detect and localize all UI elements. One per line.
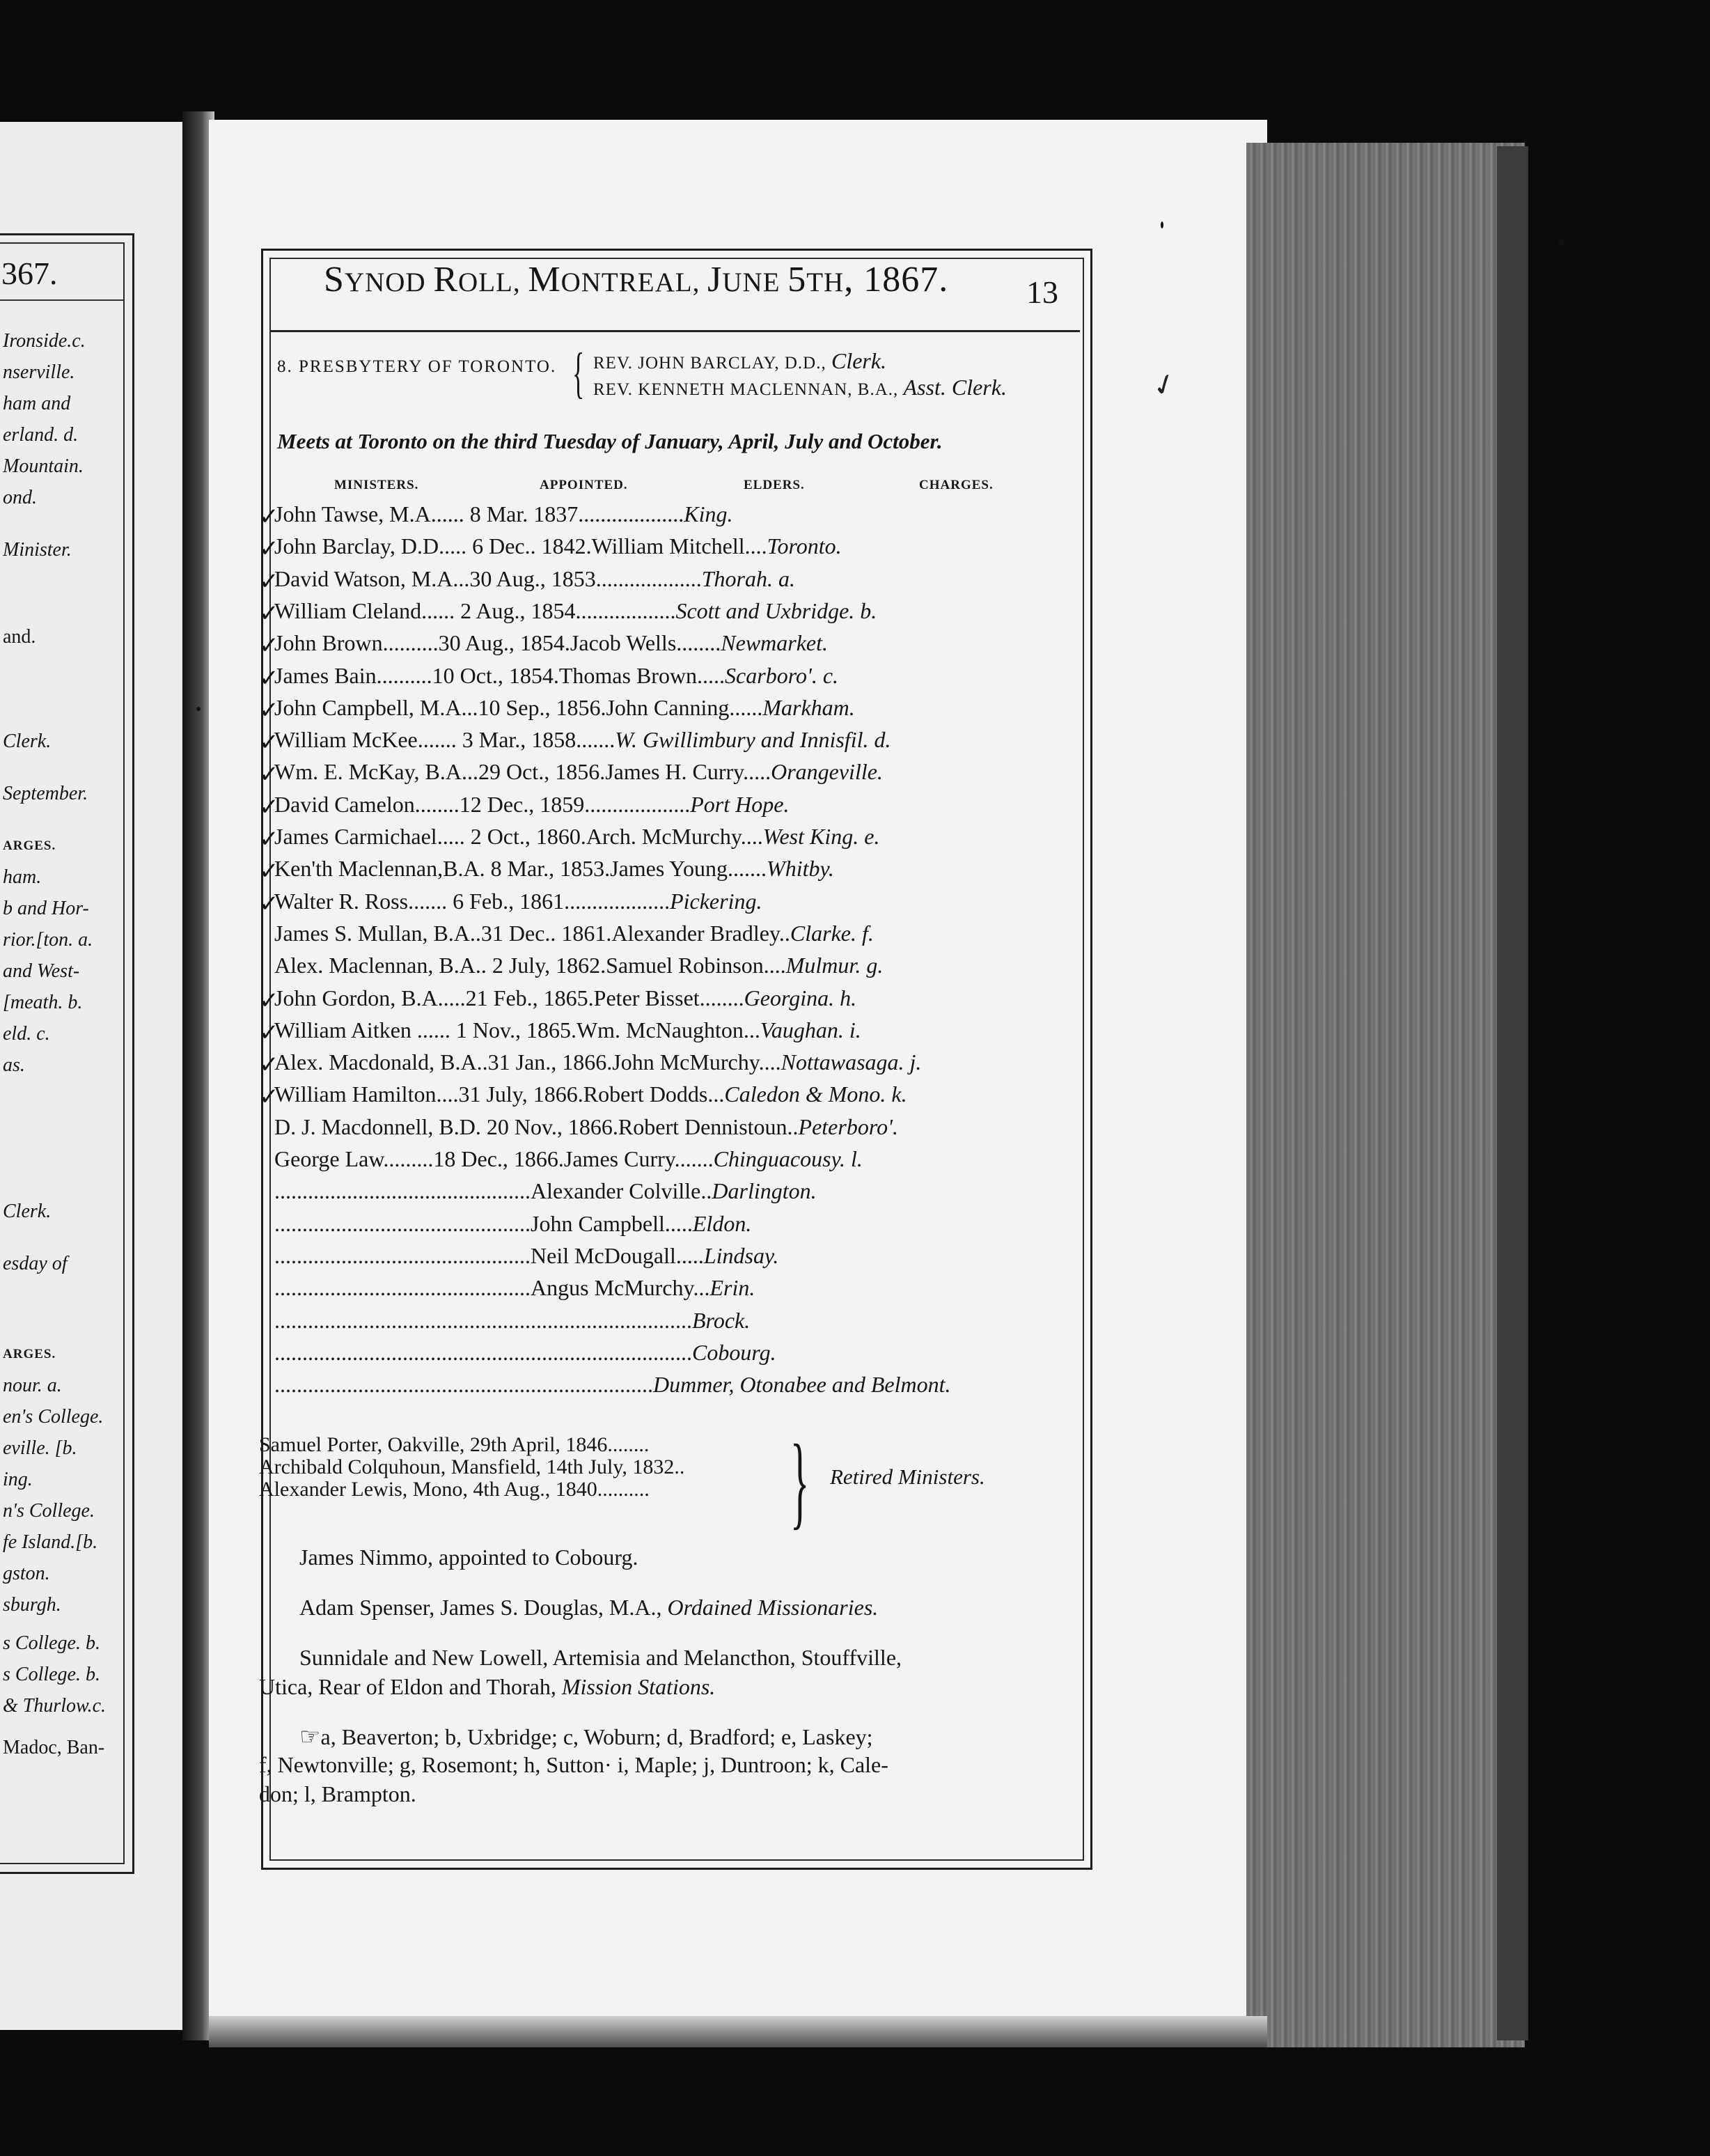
minister-appointed-elder: James S. Mullan, B.A..31 Dec.. 1861.Alexander Bradley.. <box>274 920 790 946</box>
charge-name: Pickering. <box>670 888 762 914</box>
check-mark-icon: ✓ <box>259 1052 279 1079</box>
running-title <box>324 259 948 300</box>
roll-row <box>259 727 1095 756</box>
minister-appointed-elder: .................................................................... <box>274 1372 653 1398</box>
title-part: OLL, <box>458 267 528 297</box>
roll-entry <box>274 1243 778 1269</box>
page-edges-shadow <box>1497 146 1528 2040</box>
minister-appointed-elder: ..............................................John Campbell..... <box>274 1210 693 1236</box>
roll-row <box>259 921 1095 950</box>
check-mark-icon: ✓ <box>259 600 279 627</box>
key-line <box>299 1723 873 1751</box>
minister-appointed-elder: ........................................................................... <box>274 1307 692 1333</box>
minister-appointed-elder: Ken'th Maclennan,B.A. 8 Mar., 1853.James Young....... <box>274 856 767 882</box>
roll-entry <box>274 1081 907 1107</box>
roll-entry <box>274 985 856 1011</box>
stations-label: Mission Stations. <box>561 1674 716 1699</box>
previous-page-snippet: fe Island.[b. <box>3 1531 98 1553</box>
column-header-elders: ELDERS. <box>744 478 805 492</box>
previous-page-snippet: nour. a. <box>3 1375 62 1396</box>
stations-line: Sunnidale and New Lowell, Artemisia and Melancthon, Stouffville, <box>299 1645 902 1670</box>
minister-appointed-elder: James Carmichael..... 2 Oct., 1860.Arch. McMurchy.... <box>274 824 763 849</box>
charge-name: Dummer, Otonabee and Belmont. <box>653 1372 951 1398</box>
previous-page-snippet: nserville. <box>3 361 75 383</box>
previous-page-snippet: [meath. b. <box>3 992 83 1013</box>
roll-row <box>259 985 1095 1015</box>
previous-page-snippet: n's College. <box>3 1500 95 1522</box>
title-part: , 1867. <box>844 260 949 299</box>
previous-page-snippet: and West- <box>3 960 80 982</box>
charge-name: Erin. <box>709 1275 755 1301</box>
retired-minister-line: Archibald Colquhoun, Mansfield, 14th July, 1832.. <box>259 1455 685 1478</box>
retired-label: Retired Ministers. <box>830 1464 985 1489</box>
charge-name: Vaughan. i. <box>760 1017 861 1042</box>
pencil-tick-mark: ✓ <box>1147 366 1182 405</box>
column-header-appointed: APPOINTED. <box>540 478 628 492</box>
minister-appointed-elder: ..............................................Angus McMurchy... <box>274 1275 710 1301</box>
check-mark-icon: ✓ <box>259 504 279 530</box>
roll-entry <box>274 921 874 946</box>
scan-speck <box>1161 221 1163 228</box>
previous-page-snippet: as. <box>3 1054 25 1076</box>
previous-page-header: 367. <box>1 256 58 291</box>
presbytery-name: 8. PRESBYTERY OF TORONTO. <box>277 357 557 376</box>
previous-page-snippet: Minister. <box>3 539 72 561</box>
title-part: J <box>707 260 723 299</box>
previous-page-snippet: erland. d. <box>3 424 79 446</box>
roll-entry <box>274 1017 861 1043</box>
title-part: 5 <box>787 260 807 299</box>
minister-appointed-elder: William Cleland...... 2 Aug., 1854.................. <box>274 597 676 623</box>
previous-page-snippet: ARGES. <box>3 1347 56 1361</box>
check-mark-icon: ✓ <box>259 891 279 917</box>
roll-row <box>259 1372 1095 1401</box>
charge-name: Markham. <box>762 694 855 720</box>
roll-entry <box>274 533 842 559</box>
minister-appointed-elder: ........................................................................... <box>274 1339 692 1365</box>
minister-appointed-elder: Wm. E. McKay, B.A...29 Oct., 1856.James H. Curry..... <box>274 759 771 785</box>
minister-appointed-elder: William Hamilton....31 July, 1866.Robert Dodds... <box>274 1081 725 1107</box>
roll-row <box>259 953 1095 982</box>
previous-page-snippet: Clerk. <box>3 731 52 752</box>
previous-page-snippet: s College. b. <box>3 1664 100 1685</box>
roll-row <box>259 501 1095 531</box>
charge-name: Scarboro'. c. <box>725 662 839 688</box>
title-part: S <box>324 260 345 299</box>
roll-entry <box>274 953 883 978</box>
roll-entry <box>274 663 838 689</box>
minister-appointed-elder: William McKee....... 3 Mar., 1858....... <box>274 727 615 753</box>
check-mark-icon: ✓ <box>259 762 279 788</box>
minister-appointed-elder: D. J. Macdonnell, B.D. 20 Nov., 1866.Robert Dennistoun.. <box>274 1114 799 1139</box>
roll-row <box>259 533 1095 563</box>
check-mark-icon: ✓ <box>259 730 279 756</box>
previous-page-snippet: rior.[ton. a. <box>3 929 93 951</box>
roll-entry <box>274 1211 751 1237</box>
roll-row <box>259 1178 1095 1208</box>
roll-row <box>259 1340 1095 1369</box>
key-line: f, Newtonville; g, Rosemont; h, Sutton· i, Maple; j, Duntroon; k, Cale- <box>259 1752 888 1777</box>
previous-page-snippet: gston. <box>3 1563 50 1584</box>
check-mark-icon: ✓ <box>259 1020 279 1046</box>
roll-row <box>259 1308 1095 1337</box>
previous-page-snippet: Clerk. <box>3 1201 52 1222</box>
book-bottom-edge <box>209 2016 1267 2047</box>
roll-row <box>259 759 1095 788</box>
charge-name: Clarke. f. <box>790 920 874 946</box>
roll-row <box>259 792 1095 821</box>
roll-entry <box>274 759 883 785</box>
asst-clerk-role: Asst. Clerk. <box>903 375 1007 400</box>
charge-name: Brock. <box>692 1307 751 1333</box>
minister-appointed-elder: Alex. Maclennan, B.A.. 2 July, 1862.Samuel Robinson.... <box>274 953 786 978</box>
charge-name: Orangeville. <box>771 759 883 785</box>
previous-page-snippet: ARGES. <box>3 838 56 853</box>
minister-appointed-elder: David Camelon........12 Dec., 1859................... <box>274 791 691 817</box>
roll-row <box>259 824 1095 853</box>
previous-page-inner-frame <box>0 242 125 1864</box>
roll-row <box>259 1017 1095 1047</box>
retired-minister-line: Alexander Lewis, Mono, 4th Aug., 1840.......... <box>259 1478 650 1501</box>
previous-page-snippet: ond. <box>3 487 37 508</box>
roll-row <box>259 889 1095 918</box>
check-mark-icon: ✓ <box>259 568 279 595</box>
roll-entry <box>274 566 795 592</box>
minister-appointed-elder: James Bain..........10 Oct., 1854.Thomas Brown..... <box>274 662 725 688</box>
title-part: TH <box>806 267 845 297</box>
charge-name: King. <box>684 501 733 526</box>
minister-appointed-elder: ..............................................Neil McDougall..... <box>274 1242 704 1268</box>
page-number: 13 <box>1026 274 1058 310</box>
roll-entry <box>274 1114 898 1140</box>
retired-brace: } <box>790 1423 810 1539</box>
roll-row <box>259 1243 1095 1272</box>
check-mark-icon: ✓ <box>259 987 279 1014</box>
page-edges <box>1246 143 1525 2047</box>
roll-entry <box>274 1146 863 1172</box>
charge-name: W. Gwillimbury and Innisfil. d. <box>615 727 891 753</box>
title-part: R <box>433 260 459 299</box>
minister-appointed-elder: ..............................................Alexander Colville.. <box>274 1178 712 1204</box>
minister-appointed-elder: John Brown..........30 Aug., 1854.Jacob Wells........ <box>274 630 721 656</box>
previous-page-snippet: sburgh. <box>3 1594 61 1616</box>
scan-speck <box>196 707 201 711</box>
roll-entry <box>274 630 828 656</box>
clerk-line <box>593 348 886 374</box>
minister-appointed-elder: George Law.........18 Dec., 1866.James Curry....... <box>274 1146 714 1171</box>
roll-entry <box>274 889 762 914</box>
roll-row <box>259 566 1095 595</box>
roll-entry <box>274 598 877 624</box>
roll-entry <box>274 1308 750 1334</box>
minister-appointed-elder: John Barclay, D.D..... 6 Dec.. 1842.William Mitchell.... <box>274 533 767 559</box>
previous-page-snippet: September. <box>3 783 88 804</box>
roll-row <box>259 663 1095 692</box>
previous-page-snippet: s College. b. <box>3 1632 100 1654</box>
minister-appointed-elder: John Campbell, M.A...10 Sep., 1856.John Canning...... <box>274 694 763 720</box>
asst-clerk-name: REV. KENNETH MACLENNAN, B.A., <box>593 380 904 399</box>
charge-name: Georgina. h. <box>744 985 857 1010</box>
roll-entry <box>274 792 789 818</box>
charge-name: Scott and Uxbridge. b. <box>675 597 877 623</box>
minister-appointed-elder: John Gordon, B.A.....21 Feb., 1865.Peter Bisset........ <box>274 985 744 1010</box>
charge-name: Darlington. <box>712 1178 817 1204</box>
roll-entry <box>274 824 879 850</box>
pointing-hand-icon: ☞ <box>299 1724 321 1750</box>
header-rule <box>271 330 1080 332</box>
charge-name: Toronto. <box>767 533 842 559</box>
key-text: a, Beaverton; b, Uxbridge; c, Woburn; d, Bradford; e, Laskey; <box>320 1724 873 1749</box>
asst-clerk-line <box>593 375 1007 400</box>
meeting-schedule: Meets at Toronto on the third Tuesday of January, April, July and October. <box>277 429 943 453</box>
previous-page-snippet: and. <box>3 626 36 648</box>
roll-row <box>259 1049 1095 1079</box>
previous-page-snippet: eld. c. <box>3 1023 50 1045</box>
check-mark-icon: ✓ <box>259 536 279 563</box>
roll-row <box>259 1081 1095 1111</box>
roll-entry <box>274 727 891 753</box>
charge-name: Whitby. <box>767 856 834 882</box>
check-mark-icon: ✓ <box>259 697 279 724</box>
previous-page-snippet: Madoc, Ban- <box>3 1737 105 1758</box>
charge-name: Thorah. a. <box>701 565 795 591</box>
previous-page-snippet: Mountain. <box>3 455 84 477</box>
clerk-name: REV. JOHN BARCLAY, D.D., <box>593 354 831 373</box>
charge-name: Newmarket. <box>721 630 829 656</box>
roll-row <box>259 598 1095 627</box>
roll-entry <box>274 1049 921 1075</box>
roll-entry <box>274 501 733 527</box>
key-line: don; l, Brampton. <box>259 1781 416 1806</box>
check-mark-icon: ✓ <box>259 633 279 659</box>
stations-names: Utica, Rear of Eldon and Thorah, <box>259 1674 562 1699</box>
check-mark-icon: ✓ <box>259 1084 279 1111</box>
charge-name: Nottawasaga. j. <box>781 1049 922 1075</box>
charge-name: Peterboro'. <box>798 1114 898 1139</box>
missionaries-note <box>299 1595 878 1620</box>
minister-appointed-elder: John Tawse, M.A...... 8 Mar. 1837................... <box>274 501 684 526</box>
check-mark-icon: ✓ <box>259 859 279 885</box>
roll-row <box>259 1114 1095 1143</box>
title-part: YNOD <box>344 267 434 297</box>
column-header-ministers: MINISTERS. <box>334 478 419 492</box>
title-part: ONTREAL, <box>560 267 708 297</box>
appointment-note: James Nimmo, appointed to Cobourg. <box>299 1545 638 1570</box>
previous-page-snippet: esday of <box>3 1253 68 1274</box>
minister-appointed-elder: Walter R. Ross....... 6 Feb., 1861................... <box>274 888 670 914</box>
previous-page-snippet: ham. <box>3 866 42 888</box>
missionaries-label: Ordained Missionaries. <box>667 1595 879 1620</box>
stations-line <box>259 1674 715 1700</box>
roll-row <box>259 1275 1095 1304</box>
charge-name: Caledon & Mono. k. <box>724 1081 907 1107</box>
charge-name: Cobourg. <box>692 1339 776 1365</box>
previous-page-snippet: Ironside.c. <box>3 330 86 352</box>
previous-page-snippet: b and Hor- <box>3 898 89 919</box>
roll-entry <box>274 856 834 882</box>
title-part: M <box>528 260 561 299</box>
charge-name: Eldon. <box>692 1210 752 1236</box>
check-mark-icon: ✓ <box>259 827 279 852</box>
roll-row <box>259 695 1095 724</box>
roll-row <box>259 1211 1095 1240</box>
retired-minister-line: Samuel Porter, Oakville, 29th April, 1846........ <box>259 1433 650 1456</box>
roll-row <box>259 630 1095 659</box>
missionaries-names: Adam Spenser, James S. Douglas, M.A., <box>299 1595 668 1620</box>
roll-row <box>259 856 1095 885</box>
roll-entry <box>274 1372 950 1398</box>
check-mark-icon: ✓ <box>259 665 279 692</box>
previous-page-snippet: en's College. <box>3 1406 104 1428</box>
charge-name: Chinguacousy. l. <box>713 1146 863 1171</box>
previous-page-header-rule <box>0 299 123 301</box>
minister-appointed-elder: William Aitken ...... 1 Nov., 1865.Wm. McNaughton... <box>274 1017 760 1042</box>
clerk-role: Clerk. <box>831 348 887 373</box>
charge-name: Lindsay. <box>703 1242 779 1268</box>
minister-appointed-elder: Alex. Macdonald, B.A..31 Jan., 1866.John McMurchy.... <box>274 1049 781 1075</box>
minister-appointed-elder: David Watson, M.A...30 Aug., 1853................... <box>274 565 702 591</box>
roll-entry <box>274 1178 817 1204</box>
clerk-brace: { <box>572 343 585 404</box>
previous-page-snippet: ham and <box>3 393 71 414</box>
roll-row <box>259 1146 1095 1175</box>
roll-entry <box>274 1340 776 1366</box>
previous-page-snippet: eville. [b. <box>3 1437 77 1459</box>
check-mark-icon: ✓ <box>259 794 279 820</box>
column-header-charges: CHARGES. <box>919 478 994 492</box>
scan-speck <box>1558 240 1564 245</box>
roll-entry <box>274 695 855 721</box>
previous-page-snippet: ing. <box>3 1469 33 1490</box>
roll-entry <box>274 1275 755 1301</box>
charge-name: Port Hope. <box>690 791 790 817</box>
previous-page-snippet: & Thurlow.c. <box>3 1695 107 1717</box>
charge-name: West King. e. <box>762 824 880 849</box>
title-part: UNE <box>722 267 788 297</box>
charge-name: Mulmur. g. <box>785 953 884 978</box>
